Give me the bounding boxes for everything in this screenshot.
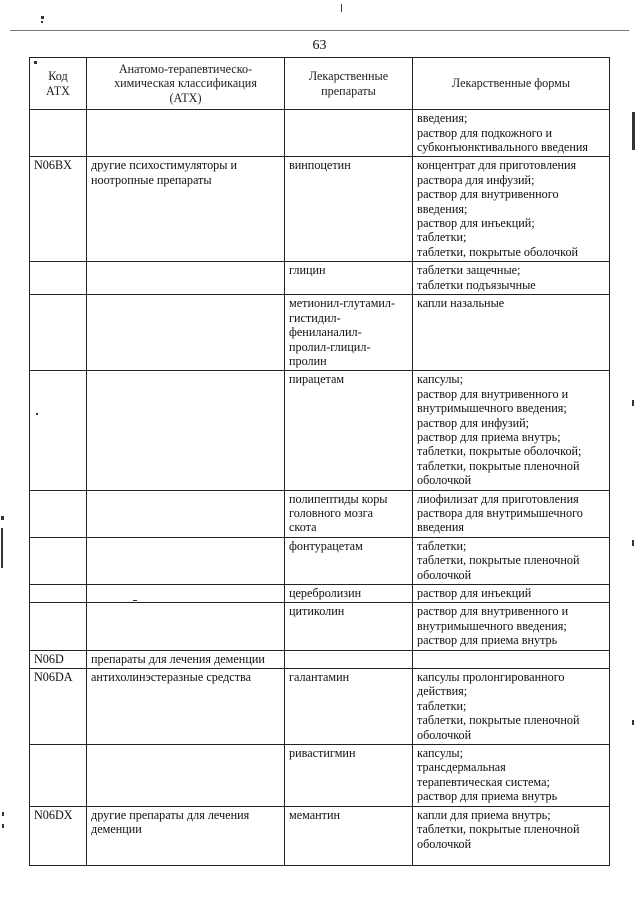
cell-atx-code xyxy=(30,603,87,650)
table-row xyxy=(30,537,610,584)
scan-rule-top xyxy=(10,30,629,31)
cell-atx-code xyxy=(30,585,87,603)
cell-drug: мемантин xyxy=(285,806,413,865)
cell-dosage-forms: раствор для внутривенного и внутримышечного введения; раствор для приема внутрь xyxy=(413,603,610,650)
cell-atx-code: N06D xyxy=(30,650,87,668)
cell-classification xyxy=(87,585,285,603)
scan-mark-left-3 xyxy=(2,812,4,816)
cell-drug xyxy=(285,110,413,157)
scan-mark-top-left-2 xyxy=(41,21,43,23)
cell-drug xyxy=(285,650,413,668)
cell-atx-code xyxy=(30,490,87,537)
table-row xyxy=(30,669,610,745)
cell-dosage-forms: капсулы пролонгированного действия; таблетки; таблетки, покрытые пленочной оболочкой xyxy=(413,669,610,745)
cell-classification xyxy=(87,745,285,807)
cell-drug: винпоцетин xyxy=(285,157,413,262)
cell-classification xyxy=(87,262,285,295)
cell-drug: галантамин xyxy=(285,669,413,745)
table-row xyxy=(30,650,610,668)
cell-dosage-forms: введения; раствор для подкожного и субконъюнктивального введения xyxy=(413,110,610,157)
cell-classification: препараты для лечения деменции xyxy=(87,650,285,668)
cell-atx-code xyxy=(30,262,87,295)
cell-atx-code: N06DA xyxy=(30,669,87,745)
cell-dosage-forms: таблетки защечные; таблетки подъязычные xyxy=(413,262,610,295)
header-dosage-forms: Лекарственные формы xyxy=(413,58,610,110)
cell-atx-code: N06BX xyxy=(30,157,87,262)
cell-dosage-forms: таблетки; таблетки, покрытые пленочной оболочкой xyxy=(413,537,610,584)
cell-atx-code xyxy=(30,295,87,371)
scan-mark-right-1 xyxy=(632,112,635,150)
table-row xyxy=(30,585,610,603)
table-row xyxy=(30,157,610,262)
cell-atx-code xyxy=(30,537,87,584)
table-body xyxy=(30,110,610,865)
cell-drug: пирацетам xyxy=(285,371,413,490)
cell-atx-code: N06DX xyxy=(30,806,87,865)
cell-classification xyxy=(87,603,285,650)
table-row xyxy=(30,262,610,295)
scan-mark-right-2 xyxy=(632,400,634,406)
header-drugs: Лекарственные препараты xyxy=(285,58,413,110)
cell-dosage-forms xyxy=(413,650,610,668)
table-header-row xyxy=(30,58,610,110)
page-number: 63 xyxy=(312,38,327,53)
cell-classification xyxy=(87,371,285,490)
cell-drug: полипептиды коры головного мозга скота xyxy=(285,490,413,537)
cell-dosage-forms: раствор для инъекций xyxy=(413,585,610,603)
table-row xyxy=(30,603,610,650)
cell-dosage-forms: концентрат для приготовления раствора для инфузий; раствор для внутривенного введения; раствор для инъекций; таблетки; таблетки, покрытые оболочкой xyxy=(413,157,610,262)
cell-classification xyxy=(87,295,285,371)
table-row xyxy=(30,371,610,490)
header-atx-code: Код АТХ xyxy=(30,58,87,110)
scan-mark-left-2 xyxy=(1,528,3,568)
scan-mark-top-left xyxy=(41,16,44,19)
cell-dosage-forms: капсулы; раствор для внутривенного и внутримышечного введения; раствор для инфузий; раствор для приема внутрь; таблетки, покрытые оболочкой; таблетки, покрытые пленочной оболочкой xyxy=(413,371,610,490)
scan-mark-right-3 xyxy=(632,540,634,546)
scan-mark-top xyxy=(341,4,342,12)
cell-drug: цитиколин xyxy=(285,603,413,650)
cell-classification: другие психостимуляторы и ноотропные препараты xyxy=(87,157,285,262)
scan-mark-left-4 xyxy=(2,824,4,828)
table-row xyxy=(30,490,610,537)
cell-atx-code xyxy=(30,745,87,807)
table-row xyxy=(30,295,610,371)
cell-classification: другие препараты для лечения деменции xyxy=(87,806,285,865)
cell-drug: церебролизин xyxy=(285,585,413,603)
cell-classification xyxy=(87,110,285,157)
cell-classification xyxy=(87,537,285,584)
header-atx-classification: Анатомо-терапевтическо- химическая классификация (АТХ) xyxy=(87,58,285,110)
scan-mark-left-1 xyxy=(1,516,4,520)
cell-classification xyxy=(87,490,285,537)
cell-dosage-forms: капли для приема внутрь; таблетки, покрытые пленочной оболочкой xyxy=(413,806,610,865)
cell-drug: фонтурацетам xyxy=(285,537,413,584)
table-row xyxy=(30,110,610,157)
cell-dosage-forms: лиофилизат для приготовления раствора для внутримышечного введения xyxy=(413,490,610,537)
cell-dosage-forms: капсулы; трансдермальная терапевтическая система; раствор для приема внутрь xyxy=(413,745,610,807)
cell-classification: антихолинэстеразные средства xyxy=(87,669,285,745)
cell-drug: метионил-глутамил- гистидил- фениланалил- пролил-глицил- пролин xyxy=(285,295,413,371)
table-row xyxy=(30,745,610,807)
cell-dosage-forms: капли назальные xyxy=(413,295,610,371)
table-row xyxy=(30,806,610,865)
atx-table xyxy=(29,57,610,866)
scan-mark-right-4 xyxy=(632,720,634,725)
cell-atx-code xyxy=(30,371,87,490)
cell-drug: ривастигмин xyxy=(285,745,413,807)
cell-drug: глицин xyxy=(285,262,413,295)
cell-atx-code xyxy=(30,110,87,157)
